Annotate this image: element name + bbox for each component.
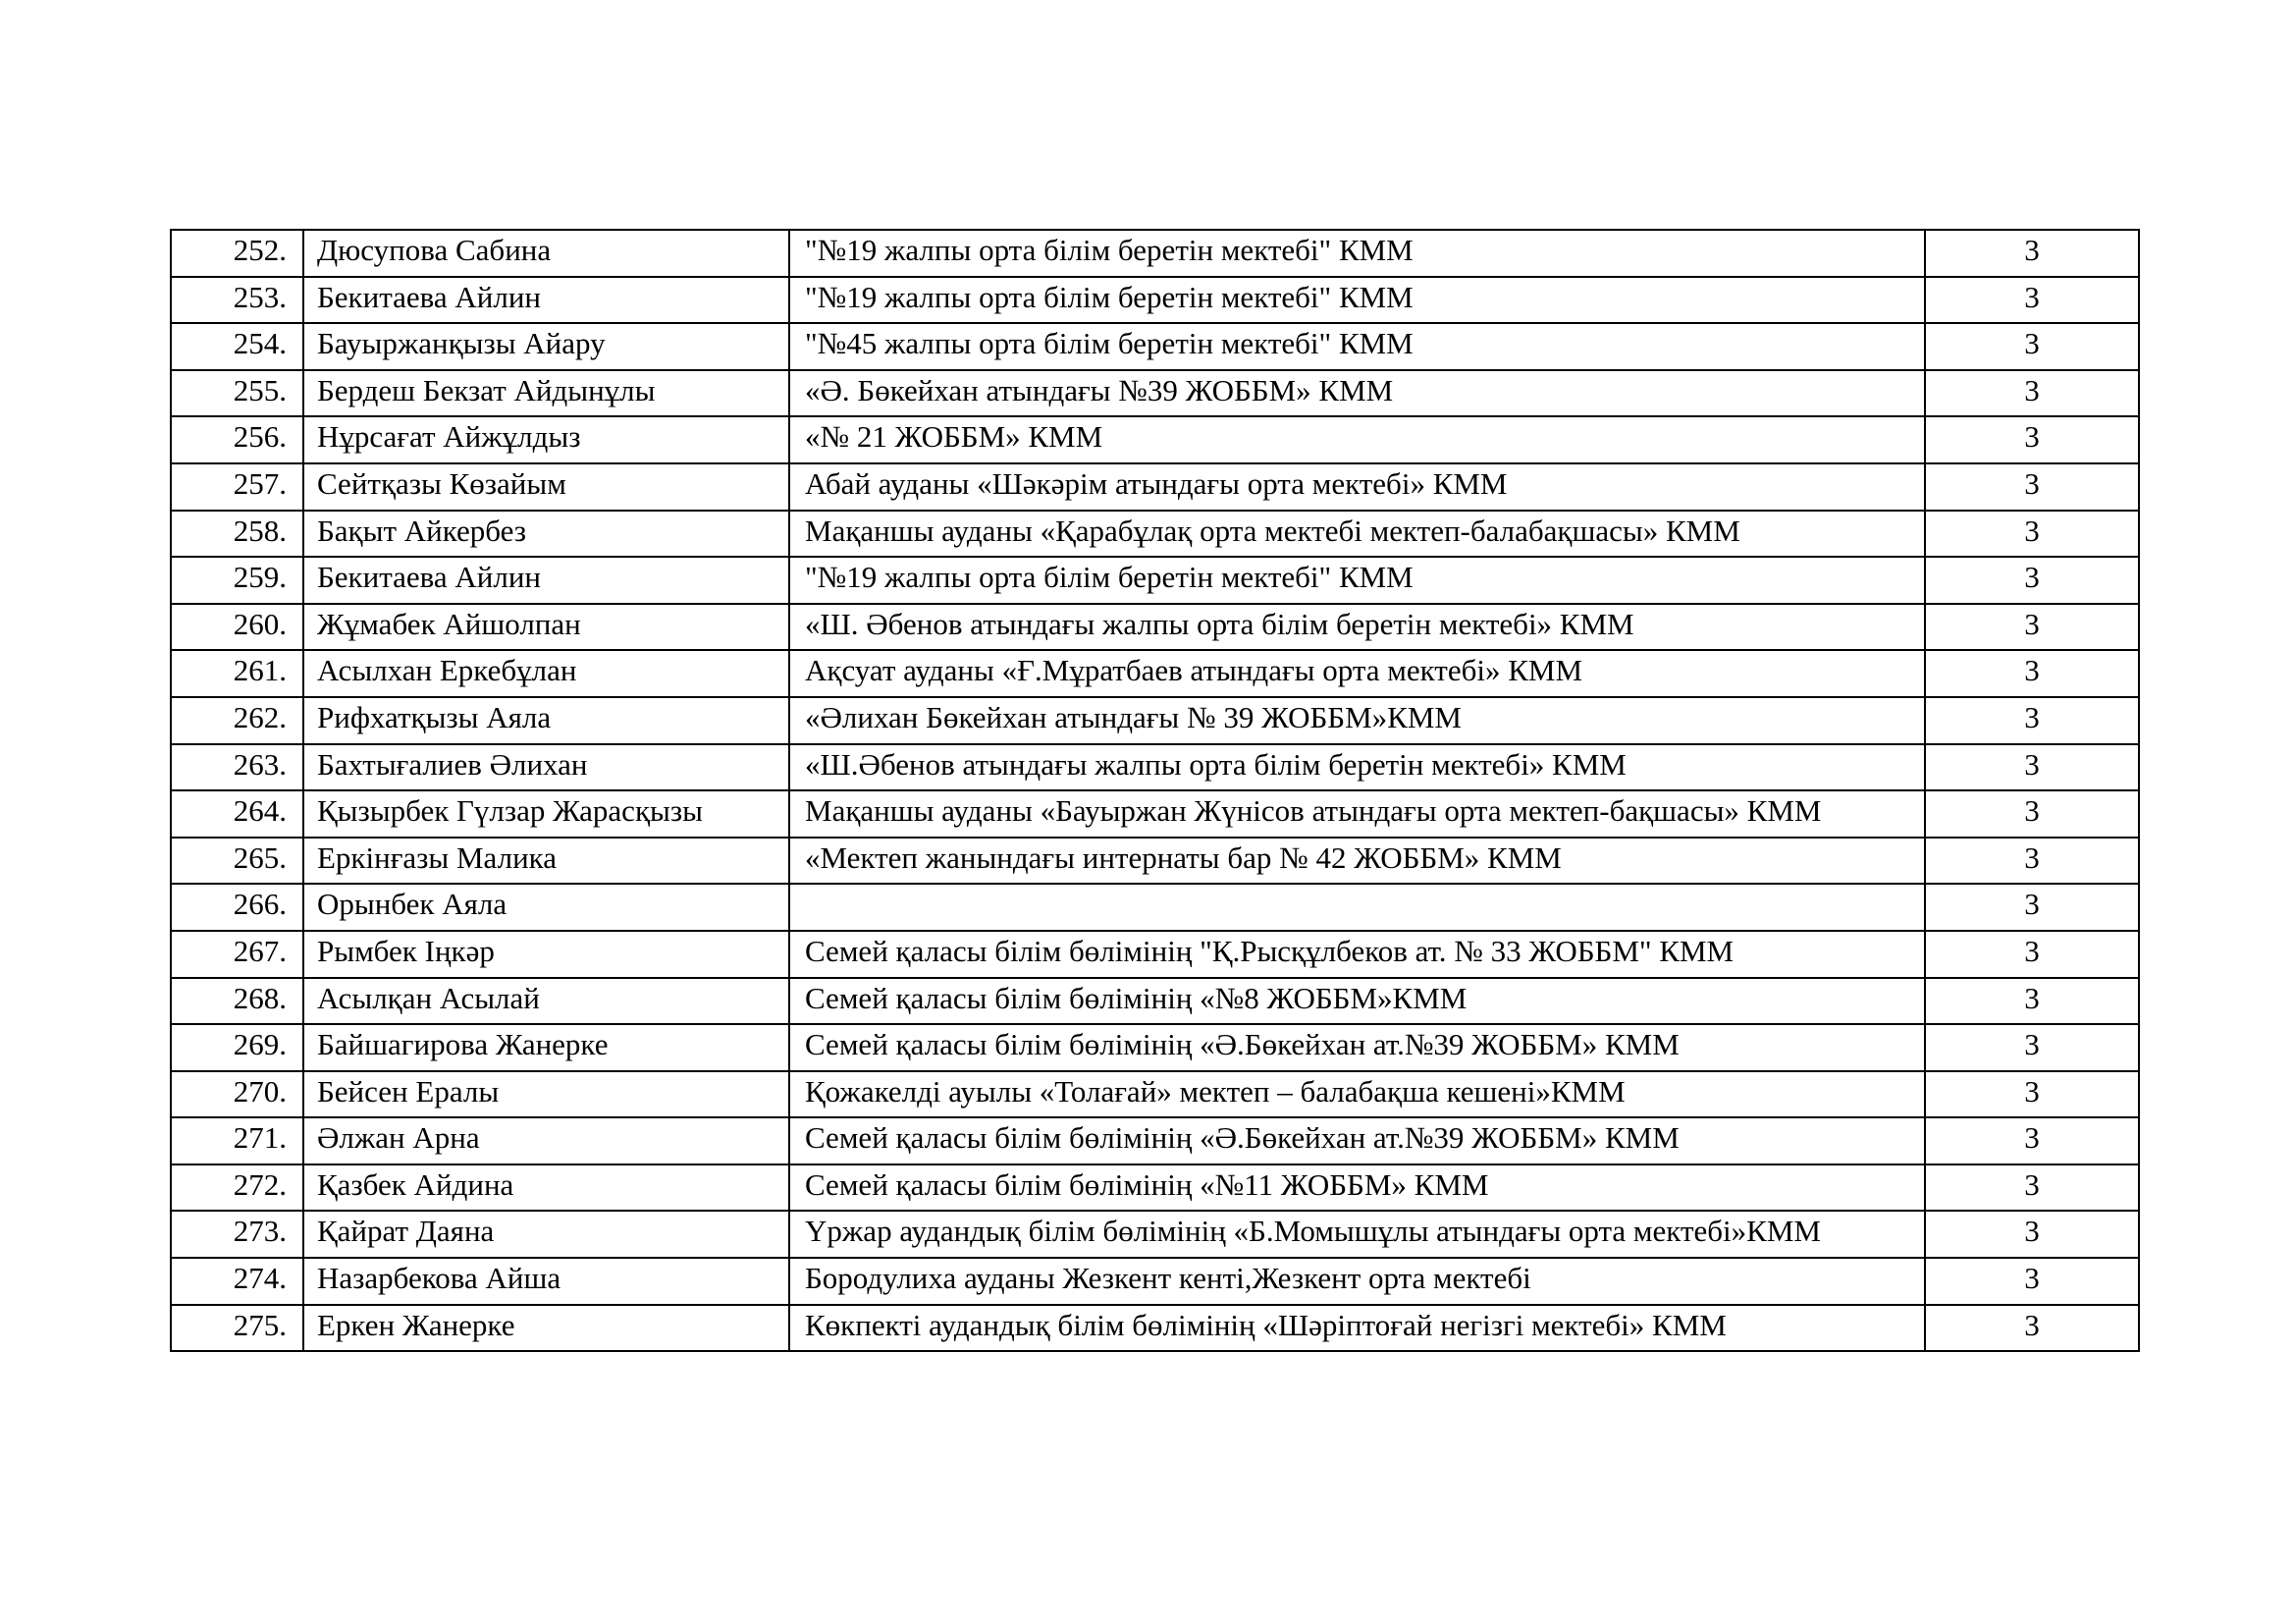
score-value-cell <box>1925 1071 2139 1118</box>
row-number: 253. <box>233 279 287 314</box>
school-name-cell <box>789 790 1925 838</box>
school-name-cell <box>789 838 1925 885</box>
school-name: "№19 жалпы орта білім беретін мектебі" КММ <box>805 560 1414 595</box>
row-number: 256. <box>233 419 287 455</box>
participant-name: Назарбекова Айша <box>317 1261 561 1296</box>
score-value-cell <box>1925 697 2139 744</box>
school-name-cell <box>789 1024 1925 1071</box>
table-row <box>171 1211 2139 1258</box>
row-number: 275. <box>233 1307 287 1342</box>
row-number-cell <box>171 884 303 931</box>
participant-name: Қазбек Айдина <box>317 1166 514 1202</box>
participant-name-cell <box>303 557 789 604</box>
school-name-cell <box>789 650 1925 697</box>
school-name: Семей қаласы білім бөлімінің «Ә.Бөкейхан ат.№39 ЖОББМ» КММ <box>805 1120 1680 1156</box>
table-row <box>171 1117 2139 1164</box>
score-value-cell <box>1925 1305 2139 1352</box>
score-value-cell <box>1925 978 2139 1025</box>
participant-name-cell <box>303 511 789 558</box>
school-name-cell <box>789 1117 1925 1164</box>
participant-name-cell <box>303 1164 789 1212</box>
row-number-cell <box>171 463 303 511</box>
participant-name-cell <box>303 230 789 277</box>
participant-name-cell <box>303 650 789 697</box>
table-row <box>171 370 2139 417</box>
row-number: 264. <box>233 793 287 829</box>
row-number-cell <box>171 1071 303 1118</box>
score-value: 3 <box>2024 1307 2040 1342</box>
participant-name-cell <box>303 978 789 1025</box>
score-value-cell <box>1925 1211 2139 1258</box>
school-name <box>790 885 1924 889</box>
school-name: «Ә. Бөкейхан атындағы №39 ЖОББМ» КММ <box>805 372 1394 407</box>
school-name-cell <box>789 230 1925 277</box>
row-number: 273. <box>233 1214 287 1249</box>
school-name-cell <box>789 1071 1925 1118</box>
score-value-cell <box>1925 1258 2139 1305</box>
participant-name: Асылхан Еркебұлан <box>317 653 577 688</box>
school-name: Семей қаласы білім бөлімінің «№8 ЖОББМ»КММ <box>805 980 1468 1015</box>
participant-name-cell <box>303 1024 789 1071</box>
row-number-cell <box>171 697 303 744</box>
score-value: 3 <box>2024 1073 2040 1109</box>
row-number-cell <box>171 604 303 651</box>
participant-name-cell <box>303 744 789 791</box>
row-number-cell <box>171 1258 303 1305</box>
score-value-cell <box>1925 790 2139 838</box>
score-value-cell <box>1925 557 2139 604</box>
score-value: 3 <box>2024 606 2040 641</box>
participant-name-cell <box>303 838 789 885</box>
score-value-cell <box>1925 230 2139 277</box>
score-value-cell <box>1925 1117 2139 1164</box>
school-name-cell <box>789 1258 1925 1305</box>
school-name: Мақаншы ауданы «Қарабұлақ орта мектебі мектеп-балабақшасы» КММ <box>805 513 1740 548</box>
row-number-cell <box>171 838 303 885</box>
row-number: 260. <box>233 606 287 641</box>
row-number-cell <box>171 230 303 277</box>
school-name-cell <box>789 604 1925 651</box>
row-number-cell <box>171 277 303 324</box>
score-value-cell <box>1925 277 2139 324</box>
row-number-cell <box>171 931 303 978</box>
participant-name-cell <box>303 277 789 324</box>
score-value-cell <box>1925 744 2139 791</box>
score-value: 3 <box>2024 465 2040 501</box>
score-value-cell <box>1925 931 2139 978</box>
school-name-cell <box>789 744 1925 791</box>
school-name: Семей қаласы білім бөлімінің «№11 ЖОББМ» КММ <box>805 1166 1489 1202</box>
school-name: "№19 жалпы орта білім беретін мектебі" КММ <box>805 279 1414 314</box>
school-name: «Мектеп жанындағы интернаты бар № 42 ЖОББМ» КММ <box>805 839 1562 875</box>
participant-name: Байшагирова Жанерке <box>317 1027 609 1062</box>
school-name: Абай ауданы «Шәкәрім атындағы орта мектебі» КММ <box>805 465 1508 501</box>
row-number: 266. <box>233 887 287 922</box>
participant-name: Бахтығалиев Әлихан <box>317 746 588 782</box>
school-name-cell <box>789 1305 1925 1352</box>
score-value: 3 <box>2024 513 2040 548</box>
row-number: 274. <box>233 1261 287 1296</box>
score-value: 3 <box>2024 1166 2040 1202</box>
school-name-cell <box>789 323 1925 370</box>
participant-name-cell <box>303 604 789 651</box>
table-row <box>171 978 2139 1025</box>
participant-name: Бауыржанқызы Айару <box>317 326 606 361</box>
school-name: «Ш. Әбенов атындағы жалпы орта білім беретін мектебі» КММ <box>805 606 1634 641</box>
score-value: 3 <box>2024 1027 2040 1062</box>
row-number-cell <box>171 1305 303 1352</box>
score-value: 3 <box>2024 793 2040 829</box>
school-name-cell <box>789 1211 1925 1258</box>
participant-name: Бердеш Бекзат Айдынұлы <box>317 372 656 407</box>
row-number: 263. <box>233 746 287 782</box>
score-value: 3 <box>2024 653 2040 688</box>
participant-name-cell <box>303 1258 789 1305</box>
row-number-cell <box>171 557 303 604</box>
school-name-cell <box>789 978 1925 1025</box>
row-number: 257. <box>233 465 287 501</box>
table-row <box>171 463 2139 511</box>
row-number: 267. <box>233 933 287 968</box>
participant-name: Еркен Жанерке <box>317 1307 515 1342</box>
school-name-cell <box>789 931 1925 978</box>
row-number-cell <box>171 323 303 370</box>
score-value: 3 <box>2024 279 2040 314</box>
participant-name: Сейтқазы Көзайым <box>317 465 566 501</box>
participant-name: Бақыт Айкербез <box>317 513 527 548</box>
row-number: 258. <box>233 513 287 548</box>
row-number-cell <box>171 790 303 838</box>
score-value: 3 <box>2024 887 2040 922</box>
participant-name: Орынбек Аяла <box>317 887 507 922</box>
row-number-cell <box>171 1164 303 1212</box>
row-number-cell <box>171 511 303 558</box>
participant-name-cell <box>303 416 789 463</box>
table-row <box>171 1024 2139 1071</box>
participant-name-cell <box>303 323 789 370</box>
school-name-cell <box>789 463 1925 511</box>
school-name: "№45 жалпы орта білім беретін мектебі" КММ <box>805 326 1414 361</box>
participant-name-cell <box>303 370 789 417</box>
row-number: 259. <box>233 560 287 595</box>
school-name: Семей қаласы білім бөлімінің "Қ.Рысқұлбеков ат. № 33 ЖОББМ" КММ <box>805 933 1735 968</box>
participant-name-cell <box>303 1071 789 1118</box>
score-value: 3 <box>2024 419 2040 455</box>
participant-name: Бекитаева Айлин <box>317 279 542 314</box>
school-name: Үржар аудандық білім бөлімінің «Б.Момышұлы атындағы орта мектебі»КММ <box>805 1214 1821 1249</box>
participant-name: Бекитаева Айлин <box>317 560 542 595</box>
row-number: 254. <box>233 326 287 361</box>
score-value: 3 <box>2024 699 2040 734</box>
participant-name: Рымбек Іңкәр <box>317 933 495 968</box>
score-value: 3 <box>2024 326 2040 361</box>
table-row <box>171 1164 2139 1212</box>
participant-name-cell <box>303 1117 789 1164</box>
table-row <box>171 557 2139 604</box>
score-value-cell <box>1925 650 2139 697</box>
table-row <box>171 650 2139 697</box>
table-row <box>171 884 2139 931</box>
table-row <box>171 1258 2139 1305</box>
participant-name: Бейсен Ералы <box>317 1073 500 1109</box>
school-name: Қожакелді ауылы «Толағай» мектеп – балабақша кешені»КММ <box>805 1073 1626 1109</box>
participant-name: Нұрсағат Айжұлдыз <box>317 419 581 455</box>
score-value-cell <box>1925 463 2139 511</box>
table-row <box>171 230 2139 277</box>
school-name-cell <box>789 511 1925 558</box>
score-value-cell <box>1925 323 2139 370</box>
table-row <box>171 511 2139 558</box>
table-row <box>171 323 2139 370</box>
row-number: 269. <box>233 1027 287 1062</box>
table-row <box>171 931 2139 978</box>
row-number: 252. <box>233 233 287 267</box>
table-row <box>171 416 2139 463</box>
row-number-cell <box>171 370 303 417</box>
participant-name-cell <box>303 697 789 744</box>
score-value-cell <box>1925 884 2139 931</box>
participant-name: Дюсупова Сабина <box>317 233 552 267</box>
row-number-cell <box>171 978 303 1025</box>
participant-name: Қызырбек Гүлзар Жарасқызы <box>317 793 703 829</box>
participant-name: Еркінғазы Малика <box>317 839 558 875</box>
score-value-cell <box>1925 511 2139 558</box>
table-row <box>171 1071 2139 1118</box>
participant-name-cell <box>303 884 789 931</box>
school-name-cell <box>789 1164 1925 1212</box>
participant-name-cell <box>303 931 789 978</box>
participant-name: Асылқан Асылай <box>317 980 540 1015</box>
row-number: 271. <box>233 1120 287 1156</box>
table-row <box>171 604 2139 651</box>
score-value-cell <box>1925 1024 2139 1071</box>
score-value: 3 <box>2024 839 2040 875</box>
row-number: 272. <box>233 1166 287 1202</box>
participant-name: Әлжан Арна <box>317 1120 480 1156</box>
score-value: 3 <box>2024 933 2040 968</box>
table-row <box>171 790 2139 838</box>
school-name: Бородулиха ауданы Жезкент кенті,Жезкент орта мектебі <box>805 1261 1531 1296</box>
table-row <box>171 277 2139 324</box>
score-value: 3 <box>2024 1120 2040 1156</box>
participant-name-cell <box>303 1211 789 1258</box>
row-number-cell <box>171 1024 303 1071</box>
score-value-cell <box>1925 838 2139 885</box>
row-number: 261. <box>233 653 287 688</box>
participants-table <box>170 229 2140 1352</box>
school-name-cell <box>789 370 1925 417</box>
score-value: 3 <box>2024 746 2040 782</box>
school-name: Семей қаласы білім бөлімінің «Ә.Бөкейхан ат.№39 ЖОББМ» КММ <box>805 1027 1680 1062</box>
participant-name: Рифхатқызы Аяла <box>317 699 552 734</box>
table-row <box>171 744 2139 791</box>
participant-name-cell <box>303 790 789 838</box>
score-value: 3 <box>2024 372 2040 407</box>
school-name-cell <box>789 697 1925 744</box>
score-value: 3 <box>2024 560 2040 595</box>
score-value-cell <box>1925 604 2139 651</box>
row-number-cell <box>171 1211 303 1258</box>
participant-name: Жұмабек Айшолпан <box>317 606 581 641</box>
school-name: «Ш.Әбенов атындағы жалпы орта білім беретін мектебі» КММ <box>805 746 1627 782</box>
school-name: «№ 21 ЖОББМ» КММ <box>805 419 1103 455</box>
table-body <box>171 230 2139 1351</box>
score-value-cell <box>1925 370 2139 417</box>
table-row <box>171 838 2139 885</box>
score-value: 3 <box>2024 980 2040 1015</box>
row-number: 262. <box>233 699 287 734</box>
row-number: 268. <box>233 980 287 1015</box>
table-row <box>171 697 2139 744</box>
school-name: "№19 жалпы орта білім беретін мектебі" КММ <box>805 233 1414 267</box>
participant-name-cell <box>303 1305 789 1352</box>
table-row <box>171 1305 2139 1352</box>
school-name: Көкпекті аудандық білім бөлімінің «Шәріптоғай негізгі мектебі» КММ <box>805 1307 1727 1342</box>
row-number: 270. <box>233 1073 287 1109</box>
school-name-cell <box>789 277 1925 324</box>
school-name: Ақсуат ауданы «Ғ.Мұратбаев атындағы орта мектебі» КММ <box>805 653 1583 688</box>
row-number-cell <box>171 650 303 697</box>
school-name: «Әлихан Бөкейхан атындағы № 39 ЖОББМ»КММ <box>805 699 1462 734</box>
row-number-cell <box>171 416 303 463</box>
score-value: 3 <box>2024 1214 2040 1249</box>
participant-name-cell <box>303 463 789 511</box>
score-value: 3 <box>2024 1261 2040 1296</box>
school-name-cell <box>789 557 1925 604</box>
school-name: Мақаншы ауданы «Бауыржан Жүнісов атындағы орта мектеп-бақшасы» КММ <box>805 793 1822 829</box>
row-number: 265. <box>233 839 287 875</box>
row-number-cell <box>171 744 303 791</box>
participant-name: Қайрат Даяна <box>317 1214 495 1249</box>
row-number: 255. <box>233 372 287 407</box>
school-name-cell <box>789 416 1925 463</box>
score-value-cell <box>1925 1164 2139 1212</box>
score-value: 3 <box>2024 233 2040 267</box>
score-value-cell <box>1925 416 2139 463</box>
school-name-cell <box>789 884 1925 931</box>
row-number-cell <box>171 1117 303 1164</box>
